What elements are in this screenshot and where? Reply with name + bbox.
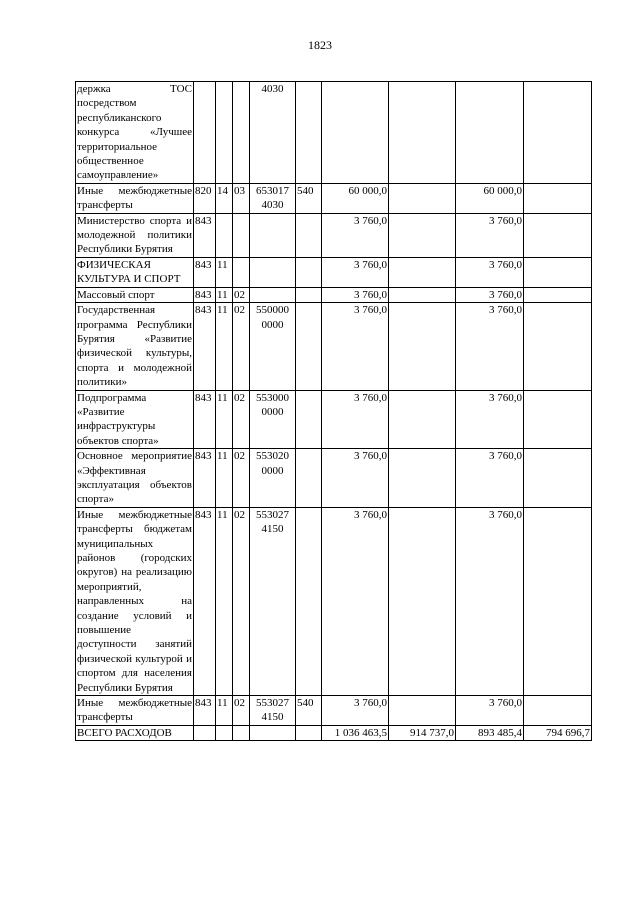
- row-rz: 11: [216, 390, 233, 449]
- row-name: держка ТОС посредством республиканского конкурса «Лучшее территориальное общественное самоуправление»: [77, 83, 192, 182]
- row-vr: [296, 82, 322, 184]
- row-sum-2: [389, 82, 456, 184]
- row-gr: 843: [194, 213, 216, 257]
- row-rz: 11: [216, 449, 233, 508]
- row-sum-3: 3 760,0: [456, 507, 524, 695]
- row-sum-1: 3 760,0: [322, 507, 389, 695]
- row-gr: 843: [194, 287, 216, 302]
- row-csr: 553000 0000: [250, 390, 296, 449]
- budget-table: [75, 81, 592, 741]
- table-body: [76, 82, 592, 741]
- row-pr: 02: [233, 696, 250, 726]
- row-sum-3: 3 760,0: [456, 303, 524, 390]
- row-csr: 553027 4150: [250, 696, 296, 726]
- row-csr: 553020 0000: [250, 449, 296, 508]
- row-gr: 843: [194, 507, 216, 695]
- row-sum-1: 3 760,0: [322, 303, 389, 390]
- table-row: [76, 507, 592, 695]
- row-sum-1: 3 760,0: [322, 287, 389, 302]
- row-sum-1: 3 760,0: [322, 213, 389, 257]
- row-gr: 843: [194, 449, 216, 508]
- row-rz: [216, 82, 233, 184]
- row-sum-2: [389, 390, 456, 449]
- table-row: [76, 257, 592, 287]
- table-row: [76, 303, 592, 390]
- row-sum-4: [524, 287, 592, 302]
- row-gr: 820: [194, 183, 216, 213]
- row-vr: [296, 507, 322, 695]
- row-sum-2: [389, 696, 456, 726]
- row-gr: 843: [194, 696, 216, 726]
- row-rz: 11: [216, 257, 233, 287]
- row-sum-2: [389, 257, 456, 287]
- row-name: Иные межбюджетные трансферты: [77, 184, 192, 212]
- row-sum-2: [389, 213, 456, 257]
- row-pr: 02: [233, 303, 250, 390]
- row-rz: 11: [216, 287, 233, 302]
- row-name: Государственная программа Республики Бурятия «Развитие физической культуры, спорта и молодежной политики»: [77, 304, 192, 389]
- row-sum-3: [456, 82, 524, 184]
- row-pr: 03: [233, 183, 250, 213]
- row-sum-4: [524, 696, 592, 726]
- row-name: ФИЗИЧЕСКАЯ КУЛЬТУРА И СПОРТ: [76, 257, 194, 287]
- row-sum-3: 3 760,0: [456, 390, 524, 449]
- row-rz: 11: [216, 696, 233, 726]
- row-sum-1: 3 760,0: [322, 390, 389, 449]
- row-sum-2: [389, 287, 456, 302]
- row-sum-1: 3 760,0: [322, 449, 389, 508]
- row-csr: 553027 4150: [250, 507, 296, 695]
- row-sum-4: [524, 507, 592, 695]
- row-csr: [250, 213, 296, 257]
- row-sum-3: 3 760,0: [456, 213, 524, 257]
- row-sum-4: [524, 449, 592, 508]
- row-gr: [194, 725, 216, 740]
- row-sum-4: [524, 303, 592, 390]
- row-gr: [194, 82, 216, 184]
- row-sum-3: 60 000,0: [456, 183, 524, 213]
- row-vr: 540: [296, 183, 322, 213]
- table-row: [76, 287, 592, 302]
- row-vr: [296, 257, 322, 287]
- total-label: ВСЕГО РАСХОДОВ: [76, 725, 194, 740]
- row-pr: [233, 725, 250, 740]
- row-sum-4: [524, 213, 592, 257]
- row-vr: [296, 725, 322, 740]
- row-pr: 02: [233, 507, 250, 695]
- row-pr: [233, 82, 250, 184]
- row-name: Иные межбюджетные трансферты бюджетам муниципальных районов (городских округов) на реализацию мероприятий, направленных на создание условий и повышение доступности занятий физической культурой и спортом для населения Республики Бурятия: [77, 508, 192, 694]
- row-vr: [296, 303, 322, 390]
- row-name: Подпрограмма «Развитие инфраструктуры объектов спорта»: [76, 390, 194, 449]
- row-vr: [296, 287, 322, 302]
- row-sum-4: [524, 257, 592, 287]
- row-name: Основное мероприятие «Эффективная эксплуатация объектов спорта»: [77, 450, 192, 506]
- total-sum-4: 794 696,7: [524, 725, 592, 740]
- row-vr: [296, 213, 322, 257]
- row-sum-3: 3 760,0: [456, 287, 524, 302]
- total-sum-2: 914 737,0: [389, 725, 456, 740]
- row-sum-2: [389, 303, 456, 390]
- total-row: [76, 725, 592, 740]
- total-sum-3: 893 485,4: [456, 725, 524, 740]
- row-sum-3: 3 760,0: [456, 696, 524, 726]
- row-rz: 11: [216, 303, 233, 390]
- row-rz: 14: [216, 183, 233, 213]
- row-sum-4: [524, 183, 592, 213]
- row-sum-3: 3 760,0: [456, 449, 524, 508]
- page-number: 1823: [308, 38, 332, 52]
- table-row: [76, 183, 592, 213]
- row-csr: 550000 0000: [250, 303, 296, 390]
- row-gr: 843: [194, 303, 216, 390]
- row-sum-3: 3 760,0: [456, 257, 524, 287]
- row-pr: 02: [233, 449, 250, 508]
- table-row: [76, 390, 592, 449]
- row-sum-1: 60 000,0: [322, 183, 389, 213]
- row-sum-1: 3 760,0: [322, 257, 389, 287]
- row-name: Министерство спорта и молодежной политики Республики Бурятия: [77, 214, 192, 256]
- row-pr: 02: [233, 287, 250, 302]
- row-csr: 653017 4030: [250, 183, 296, 213]
- row-name: Иные межбюджетные трансферты: [77, 697, 192, 724]
- row-rz: [216, 725, 233, 740]
- table-row: [76, 449, 592, 508]
- row-csr: 4030: [250, 82, 296, 184]
- row-name: Массовый спорт: [76, 287, 194, 302]
- table-row: [76, 696, 592, 726]
- row-sum-2: [389, 507, 456, 695]
- row-vr: [296, 390, 322, 449]
- row-rz: 11: [216, 507, 233, 695]
- table-row: [76, 82, 592, 184]
- row-csr: [250, 287, 296, 302]
- row-vr: 540: [296, 696, 322, 726]
- row-csr: [250, 725, 296, 740]
- row-gr: 843: [194, 390, 216, 449]
- row-pr: 02: [233, 390, 250, 449]
- row-vr: [296, 449, 322, 508]
- row-sum-1: 3 760,0: [322, 696, 389, 726]
- row-rz: [216, 213, 233, 257]
- row-sum-2: [389, 183, 456, 213]
- row-pr: [233, 213, 250, 257]
- row-sum-4: [524, 390, 592, 449]
- row-pr: [233, 257, 250, 287]
- row-gr: 843: [194, 257, 216, 287]
- total-sum-1: 1 036 463,5: [322, 725, 389, 740]
- row-sum-4: [524, 82, 592, 184]
- table-row: [76, 213, 592, 257]
- row-sum-1: [322, 82, 389, 184]
- row-csr: [250, 257, 296, 287]
- row-sum-2: [389, 449, 456, 508]
